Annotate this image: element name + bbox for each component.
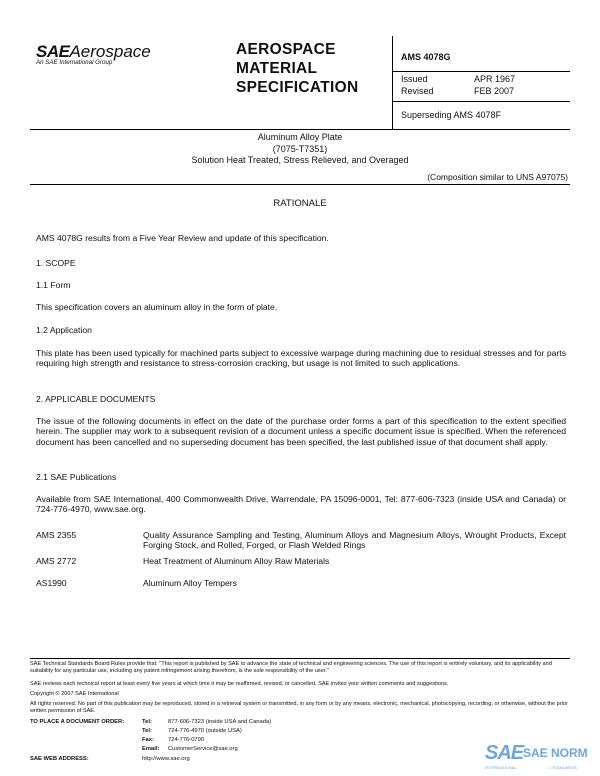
title-line-1: AEROSPACE (236, 41, 336, 58)
section-2-1-heading: 2.1 SAE Publications (36, 472, 117, 482)
contact-label: Email: (142, 746, 160, 752)
web-address-link[interactable]: http://www.sae.org (142, 756, 190, 762)
watermark-sae-glyph: SAE (485, 742, 524, 764)
header-bottom-rule (30, 129, 570, 130)
reference-title: Quality Assurance Sampling and Testing, Aluminum Alloys and Magnesium Alloys, Wrought Products, Except Forging Stock, and Rolled, Forged, or Flash Welded Rings (143, 530, 566, 551)
spec-number: AMS 4078G (401, 52, 451, 62)
revised-label: Revised (401, 86, 434, 96)
section-1-1-heading: 1.1 Form (36, 280, 71, 290)
material-title: Aluminum Alloy Plate (257, 132, 343, 142)
spec-box-line-2 (392, 101, 570, 102)
title-line-3: SPECIFICATION (236, 79, 359, 96)
review-policy: SAE reviews each technical report at least every five years at which time it may be reaffirmed, revised, or cancelled. SAE invites your written comments and suggestions. (30, 681, 449, 687)
temper-designation: (7075-T7351) (272, 143, 328, 154)
section-1-2-heading: 1.2 Application (36, 325, 92, 335)
standards-board-rules: SAE Technical Standards Board Rules provide that: "This report is published by SAE to advance the state of technical and engineering sciences. The use of this report is entirely voluntary, and its applicability and suitability for any particular use, including any patent infringement arising therefrom, is the sole responsibility of the user." (30, 661, 552, 674)
header-divider (392, 36, 393, 129)
section-1-2-text: This plate has been used typically for machined parts subject to excessive warpage during machining due to residual stresses and for parts requiring high strength and resistance to stress-corrosion cracking, but usage is not limited to such applications. (36, 348, 566, 369)
contact-email[interactable]: CustomerService@sae.org (168, 746, 238, 752)
logo-subtitle: An SAE International Group (36, 59, 113, 66)
web-label: SAE WEB ADDRESS: (30, 756, 89, 762)
title-block (0, 132, 600, 167)
watermark-sub-right: 1 STANDARDS (549, 765, 577, 770)
treatment-description: Solution Heat Treated, Stress Relieved, and Overaged (191, 155, 409, 165)
section-2-text: The issue of the following documents in effect on the date of the purchase order forms a part of this specification to the extent specified herein. The supplier may work to a subsequent revision of a document unless a specific document issue is specified. When the referenced document has been cancelled and no superseding document has been specified, the last published issue of that document shall apply. (36, 416, 566, 447)
section-2-1-text: Available from SAE International, 400 Commonwealth Drive, Warrendale, PA 15096-0001, Tel: 877-606-7323 (inside USA and Canada) or 724-776-4970, www.sae.org. (36, 494, 566, 515)
contact-label: Tel: (142, 728, 152, 734)
sae-aerospace-logo (36, 42, 151, 66)
sae-norm-watermark (485, 742, 595, 774)
order-label: TO PLACE A DOCUMENT ORDER: (30, 719, 125, 725)
title-block-rule (30, 184, 570, 185)
watermark-norm-text: SAE NORM (523, 746, 588, 760)
rationale-heading: RATIONALE (273, 198, 327, 209)
document-type-title (236, 40, 358, 97)
contact-label: Fax: (142, 737, 154, 743)
title-line-2: MATERIAL (236, 60, 318, 77)
superseding-note: Superseding AMS 4078F (401, 110, 502, 120)
section-1-1-text: This specification covers an aluminum alloy in the form of plate. (36, 302, 278, 312)
section-2-heading: 2. APPLICABLE DOCUMENTS (36, 394, 156, 404)
contact-value: 724-776-0790 (168, 737, 205, 743)
rights-notice: All rights reserved. No part of this publication may be reproduced, stored in a retrieval system or transmitted, in any form or by any means, electronic, mechanical, photocopying, recording, or otherwise, without the prior written permission of SAE. (30, 701, 568, 714)
issued-label: Issued (401, 74, 428, 84)
logo-aerospace-text: Aerospace (69, 42, 151, 61)
composition-note: (Composition similar to UNS A97075) (427, 172, 568, 182)
rationale-text: AMS 4078G results from a Five Year Review and update of this specification. (36, 233, 329, 243)
issued-date: APR 1967 (474, 74, 516, 84)
contact-value: 724-776-4970 (outside USA) (168, 728, 242, 734)
footer-rule (30, 658, 570, 659)
contact-label: Tel: (142, 719, 152, 725)
copyright-notice: Copyright © 2007 SAE International (30, 691, 119, 697)
reference-code: AMS 2772 (36, 556, 77, 566)
reference-code: AS1990 (36, 578, 67, 588)
reference-title: Aluminum Alloy Tempers (143, 578, 237, 588)
watermark-sub-left: INTERNATIONAL (485, 765, 517, 770)
revised-date: FEB 2007 (474, 86, 515, 96)
logo-sae-text: SAE (36, 42, 70, 61)
section-1-heading: 1. SCOPE (36, 258, 76, 268)
spec-box-line-1 (392, 71, 570, 72)
reference-code: AMS 2355 (36, 530, 77, 540)
reference-title: Heat Treatment of Aluminum Alloy Raw Materials (143, 556, 330, 566)
contact-value: 877-606-7323 (inside USA and Canada) (168, 719, 272, 725)
header (0, 0, 600, 130)
